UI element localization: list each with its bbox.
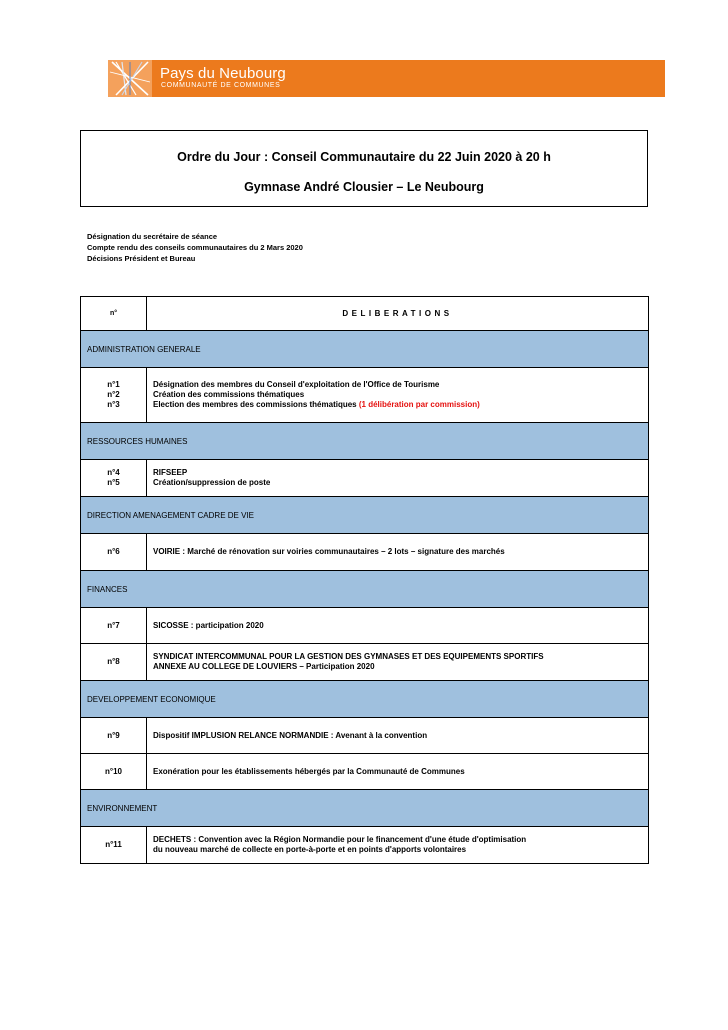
item-numbers bbox=[81, 534, 147, 571]
item-number: n°4 bbox=[107, 468, 120, 477]
item-number: n°3 bbox=[107, 400, 120, 409]
section-title: DIRECTION AMENAGEMENT CADRE DE VIE bbox=[81, 497, 649, 534]
item-text bbox=[147, 827, 649, 864]
item-line: ANNEXE AU COLLEGE DE LOUVIERS – Participation 2020 bbox=[153, 662, 375, 671]
number-column-header: n° bbox=[81, 297, 147, 331]
item-line: Dispositif IMPLUSION RELANCE NORMANDIE : Avenant à la convention bbox=[153, 730, 428, 740]
section-row bbox=[81, 331, 649, 368]
item-text bbox=[147, 644, 649, 681]
table-row bbox=[81, 754, 649, 790]
section-title: ADMINISTRATION GENERALE bbox=[81, 331, 649, 368]
item-number: n°8 bbox=[107, 657, 120, 666]
item-text bbox=[147, 608, 649, 644]
item-numbers bbox=[81, 827, 147, 864]
item-line: DECHETS : Convention avec la Région Normandie pour le financement d'une étude d'optimisation bbox=[153, 835, 527, 844]
item-text bbox=[147, 368, 649, 423]
table-row bbox=[81, 368, 649, 423]
section-row bbox=[81, 681, 649, 718]
item-numbers bbox=[81, 368, 147, 423]
item-line: SICOSSE : participation 2020 bbox=[153, 620, 264, 630]
section-title: RESSOURCES HUMAINES bbox=[81, 423, 649, 460]
table-row bbox=[81, 534, 649, 571]
table-row bbox=[81, 608, 649, 644]
item-note: (1 délibération par commission) bbox=[358, 400, 480, 409]
item-text bbox=[147, 718, 649, 754]
item-numbers bbox=[81, 644, 147, 681]
section-row bbox=[81, 497, 649, 534]
document-location: Gymnase André Clousier – Le Neubourg bbox=[244, 180, 484, 194]
item-line: Création/suppression de poste bbox=[153, 478, 271, 487]
section-row bbox=[81, 423, 649, 460]
item-numbers bbox=[81, 754, 147, 790]
section-row bbox=[81, 571, 649, 608]
item-number: n°1 bbox=[107, 380, 120, 389]
preliminary-item: Compte rendu des conseils communautaires du 2 Mars 2020 bbox=[87, 243, 303, 252]
item-numbers bbox=[81, 460, 147, 497]
table-row bbox=[81, 460, 649, 497]
table-row bbox=[81, 718, 649, 754]
section-row bbox=[81, 790, 649, 827]
deliberations-column-header: DELIBERATIONS bbox=[147, 297, 649, 331]
section-title: FINANCES bbox=[81, 571, 649, 608]
item-line: RIFSEEP bbox=[153, 468, 188, 477]
deliberations-table bbox=[80, 296, 649, 864]
section-title: ENVIRONNEMENT bbox=[81, 790, 649, 827]
document-title: Ordre du Jour : Conseil Communautaire du 22 Juin 2020 à 20 h bbox=[177, 150, 551, 164]
preliminary-items bbox=[87, 231, 303, 264]
table-header-row bbox=[81, 297, 649, 331]
item-line: Exonération pour les établissements hébergés par la Communauté de Communes bbox=[153, 766, 465, 776]
item-text bbox=[147, 754, 649, 790]
preliminary-item: Désignation du secrétaire de séance bbox=[87, 232, 218, 241]
item-numbers bbox=[81, 608, 147, 644]
item-number: n°11 bbox=[105, 840, 122, 849]
preliminary-item: Décisions Président et Bureau bbox=[87, 254, 196, 263]
item-line: Création des commissions thématiques bbox=[153, 390, 305, 399]
item-text bbox=[147, 534, 649, 571]
title-box bbox=[80, 130, 648, 207]
item-line: du nouveau marché de collecte en porte-à-porte et en points d'apports volontaires bbox=[153, 845, 467, 854]
header-banner bbox=[108, 60, 665, 97]
item-number: n°10 bbox=[105, 766, 122, 776]
item-line: Election des membres des commissions thématiques bbox=[153, 400, 357, 409]
brand-name: Pays du Neubourg bbox=[160, 65, 286, 82]
item-line: VOIRIE : Marché de rénovation sur voiries communautaires – 2 lots – signature des marchés bbox=[153, 547, 505, 556]
item-line: SYNDICAT INTERCOMMUNAL POUR LA GESTION DES GYMNASES ET DES EQUIPEMENTS SPORTIFS bbox=[153, 652, 544, 661]
item-line: Désignation des membres du Conseil d'exploitation de l'Office de Tourisme bbox=[153, 380, 440, 389]
table-row bbox=[81, 827, 649, 864]
item-number: n°7 bbox=[107, 620, 120, 630]
item-numbers bbox=[81, 718, 147, 754]
pays-du-neubourg-logo-icon bbox=[108, 60, 152, 97]
item-text bbox=[147, 460, 649, 497]
section-title: DEVELOPPEMENT ECONOMIQUE bbox=[81, 681, 649, 718]
table-row bbox=[81, 644, 649, 681]
item-number: n°2 bbox=[107, 390, 120, 399]
item-number: n°5 bbox=[107, 478, 120, 487]
brand-subtitle: COMMUNAUTÉ DE COMMUNES bbox=[161, 82, 281, 89]
item-number: n°6 bbox=[107, 547, 120, 556]
item-number: n°9 bbox=[107, 730, 120, 740]
